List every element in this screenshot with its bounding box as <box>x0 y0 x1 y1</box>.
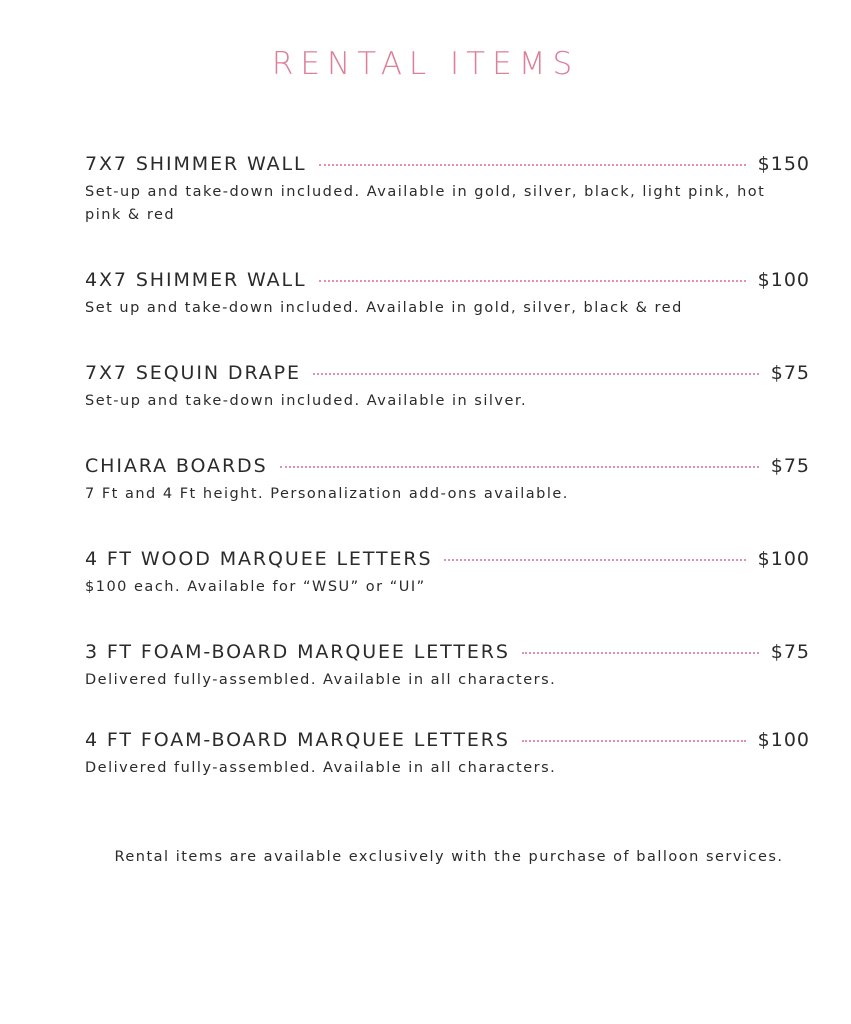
item-description: $100 each. Available for “WSU” or “UI” <box>85 579 426 595</box>
rental-item <box>85 729 810 780</box>
item-header <box>85 362 810 390</box>
dotted-leader <box>522 652 759 654</box>
rental-item <box>85 269 810 320</box>
item-name: 4 FT WOOD MARQUEE LETTERS <box>85 548 433 570</box>
dotted-leader <box>319 164 746 166</box>
item-price: $150 <box>757 153 810 175</box>
item-description: 7 Ft and 4 Ft height. Personalization add-ons available. <box>85 486 569 502</box>
item-name: 4X7 SHIMMER WALL <box>85 269 307 291</box>
dotted-leader <box>313 373 759 375</box>
footer-note: Rental items are available exclusively with the purchase of balloon services. <box>114 849 784 865</box>
item-name: 7X7 SHIMMER WALL <box>85 153 307 175</box>
item-price: $75 <box>770 455 810 477</box>
item-name: 3 FT FOAM-BOARD MARQUEE LETTERS <box>85 641 510 663</box>
rental-item <box>85 548 810 599</box>
dotted-leader <box>319 280 746 282</box>
item-price: $75 <box>770 362 810 384</box>
item-header <box>85 548 810 576</box>
item-header <box>85 641 810 669</box>
item-description: Delivered fully-assembled. Available in all characters. <box>85 760 557 776</box>
dotted-leader <box>444 559 745 561</box>
item-description: Set-up and take-down included. Available in gold, silver, black, light pink, hot pink & red <box>85 184 766 223</box>
item-header <box>85 729 810 757</box>
page-title: RENTAL ITEMS <box>271 46 580 82</box>
item-header <box>85 153 810 181</box>
item-name: 4 FT FOAM-BOARD MARQUEE LETTERS <box>85 729 510 751</box>
rental-item <box>85 641 810 692</box>
item-price: $75 <box>770 641 810 663</box>
rental-item <box>85 362 810 413</box>
rental-item <box>85 153 810 227</box>
dotted-leader <box>280 466 759 468</box>
item-header <box>85 455 810 483</box>
rental-item <box>85 455 810 506</box>
item-description: Set up and take-down included. Available in gold, silver, black & red <box>85 300 683 316</box>
item-description: Set-up and take-down included. Available in silver. <box>85 393 528 409</box>
item-header <box>85 269 810 297</box>
item-price: $100 <box>757 729 810 751</box>
item-description: Delivered fully-assembled. Available in all characters. <box>85 672 557 688</box>
item-name: CHIARA BOARDS <box>85 455 268 477</box>
item-name: 7X7 SEQUIN DRAPE <box>85 362 301 384</box>
item-price: $100 <box>757 269 810 291</box>
item-price: $100 <box>757 548 810 570</box>
dotted-leader <box>522 740 746 742</box>
